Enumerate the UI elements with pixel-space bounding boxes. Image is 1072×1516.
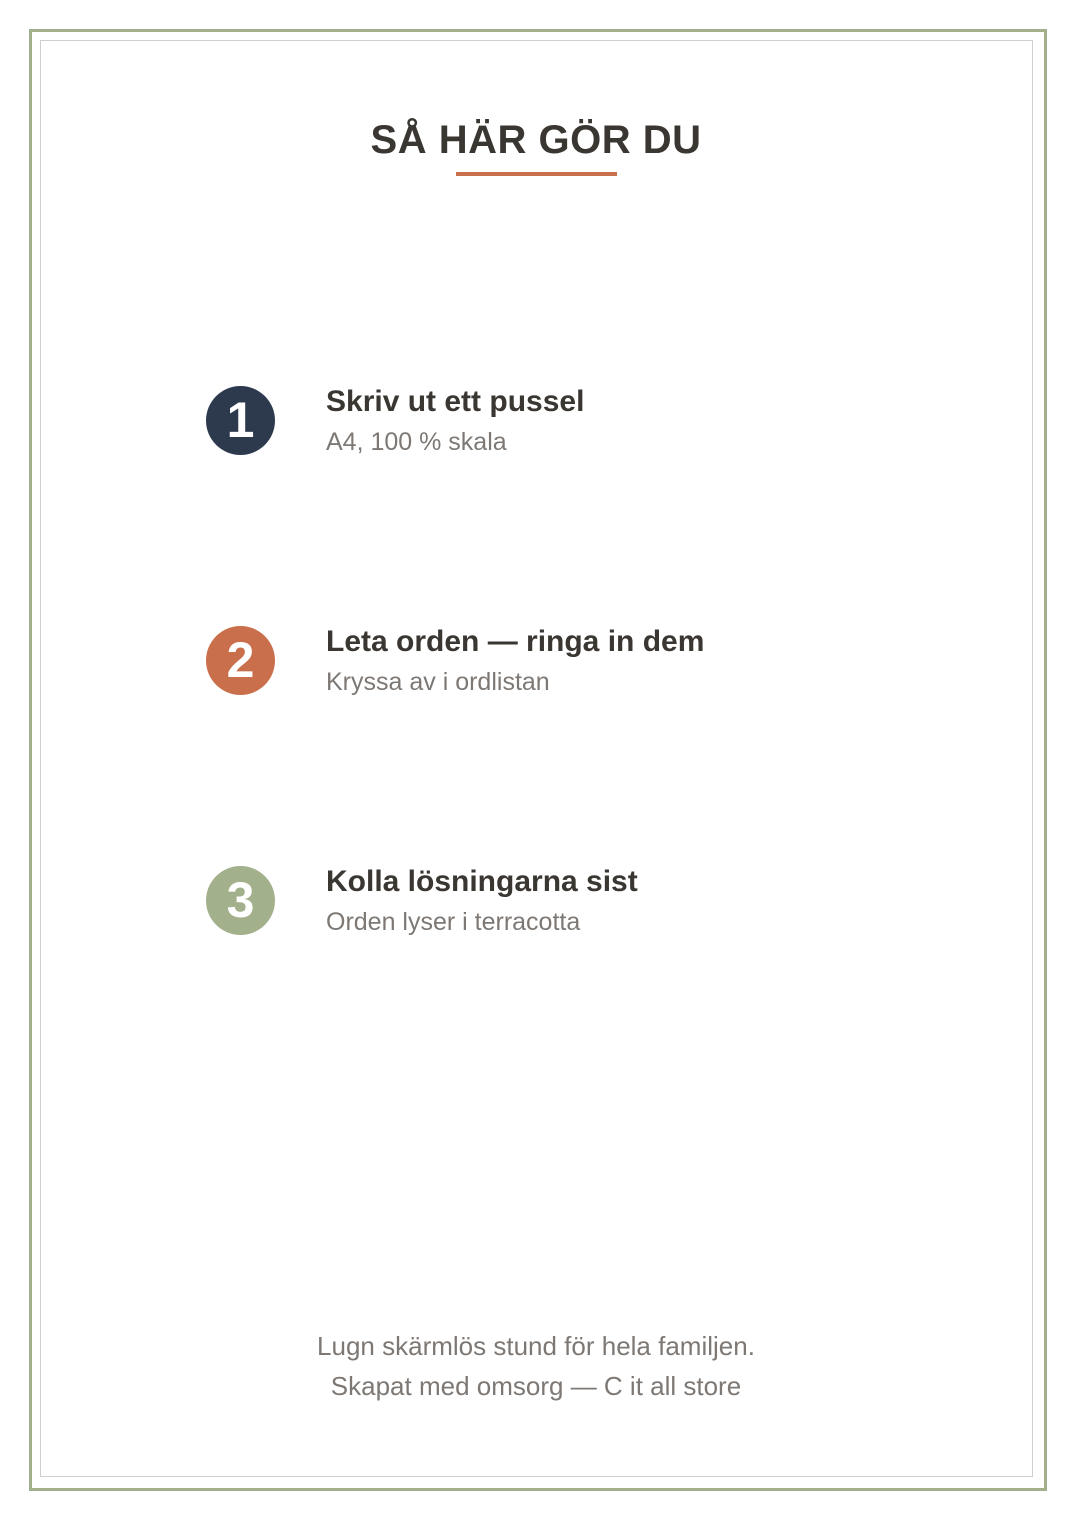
step-number-badge: 3 — [206, 866, 275, 935]
step-title: Leta orden — ringa in dem — [326, 625, 705, 658]
inner-frame — [40, 40, 1033, 1477]
step-number-badge: 2 — [206, 626, 275, 695]
step-3 — [206, 866, 906, 946]
step-2 — [206, 626, 906, 706]
step-subtitle: Orden lyser i terracotta — [326, 908, 581, 936]
footer-credit: Skapat med omsorg — C it all store — [330, 1371, 742, 1401]
step-title: Skriv ut ett pussel — [326, 385, 585, 418]
step-number-badge: 1 — [206, 386, 275, 455]
step-title: Kolla lösningarna sist — [326, 865, 638, 898]
step-1 — [206, 386, 906, 466]
page-title: SÅ HÄR GÖR DU — [370, 118, 702, 162]
step-subtitle: Kryssa av i ordlistan — [326, 668, 550, 696]
title-underline — [456, 172, 617, 176]
step-subtitle: A4, 100 % skala — [326, 428, 507, 456]
footer-tagline: Lugn skärmlös stund för hela familjen. — [317, 1331, 755, 1361]
